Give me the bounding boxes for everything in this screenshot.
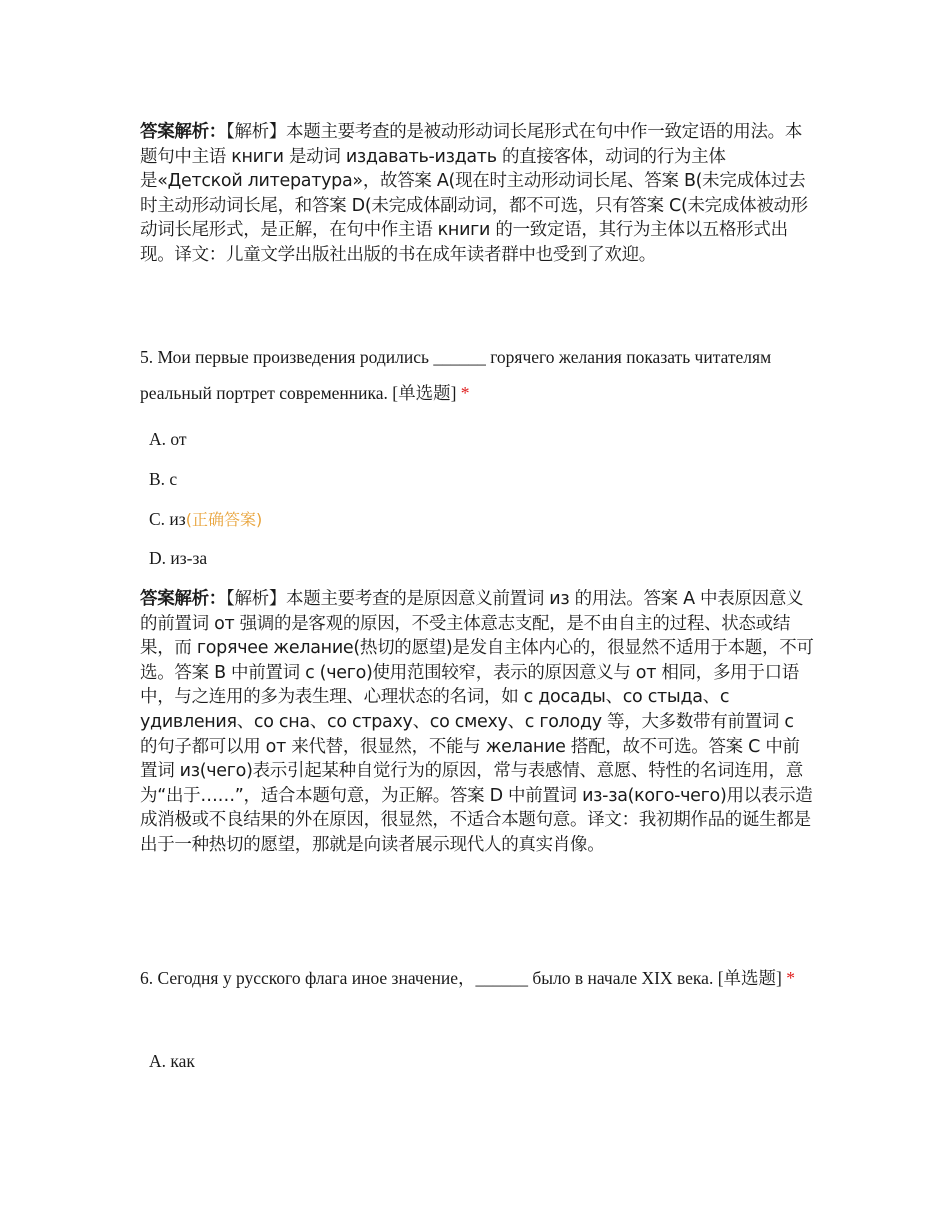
q6-option-a[interactable] <box>149 1049 195 1073</box>
option-label: B. с <box>149 469 178 489</box>
analysis-text: 【解析】本题主要考查的是原因意义前置词 из 的用法。答案 A 中表原因意义的前置词 от 强调的是客观的原因，不受主体意志支配，是不由自主的过程、状态或结果，而 горячее желание(热切的愿望)是发自主体内心的，很显然不适用于本题，不可选。答案 B 中前置词 с (чего)使用范围较窄，表示的原因意义与 от 相同，多用于口语中，与之连用的多为表生理、心理状态的名词，如 с досады、со стыда、с удивления、со сна、со страху、со смеху、с голоду 等，大多数带有前置词 с 的句子都可以用 от 来代替，很显然，不能与 желание 搭配，故不可选。答案 C 中前置词 из(чего)表示引起某种自觉行为的原因，常与表感情、意愿、特性的名词连用，意为“出于……”，适合本题句意，为正解。答案 D 中前置词 из-за(кого-чего)用以表示造成消极或不良结果的外在原因，很显然，不适合本题句意。译文：我初期作品的诞生都是出于一种热切的愿望，那就是向读者展示现代人的真实肖像。 <box>140 589 814 855</box>
option-label: A. от <box>149 429 187 449</box>
question-text: 5. Мои первые произведения родились ______ горячего желания показать читателям реальный портрет современника. [单选题] <box>140 347 772 403</box>
q5-option-d[interactable] <box>149 546 207 570</box>
q6-stem <box>140 960 816 996</box>
analysis-text: 【解析】本题主要考查的是被动形动词长尾形式在句中作一致定语的用法。本题句中主语 книги 是动词 издавать-издать 的直接客体，动词的行为主体是«Детской литература»，故答案 A(现在时主动形动词长尾、答案 B(未完成体过去时主动形动词长尾，和答案 D(未完成体副动词，都不可选，只有答案 C(未完成体被动形动词长尾形式，是正解，在句中作主语 книги 的一致定语，其行为主体以五格形式出现。译文：儿童文学出版社出版的书在成年读者群中也受到了欢迎。 <box>140 122 808 265</box>
option-label: A. как <box>149 1051 195 1071</box>
option-label: C. из <box>149 509 186 529</box>
analysis-label: 答案解析： <box>140 122 226 142</box>
q5-option-c[interactable] <box>149 507 262 532</box>
correct-answer-tag: (正确答案) <box>185 510 263 529</box>
required-mark: * <box>786 968 795 988</box>
option-label: D. из-за <box>149 548 208 568</box>
q5-stem <box>140 339 816 411</box>
q5-option-b[interactable] <box>149 467 177 491</box>
q5-analysis <box>140 587 816 858</box>
analysis-label: 答案解析： <box>140 589 226 609</box>
required-mark: * <box>460 383 470 403</box>
q4-analysis <box>140 120 816 268</box>
question-text: 6. Сегодня у русского флага иное значение，______ было в начале XIX века. [单选题] <box>140 968 782 988</box>
q5-option-a[interactable] <box>149 427 187 451</box>
